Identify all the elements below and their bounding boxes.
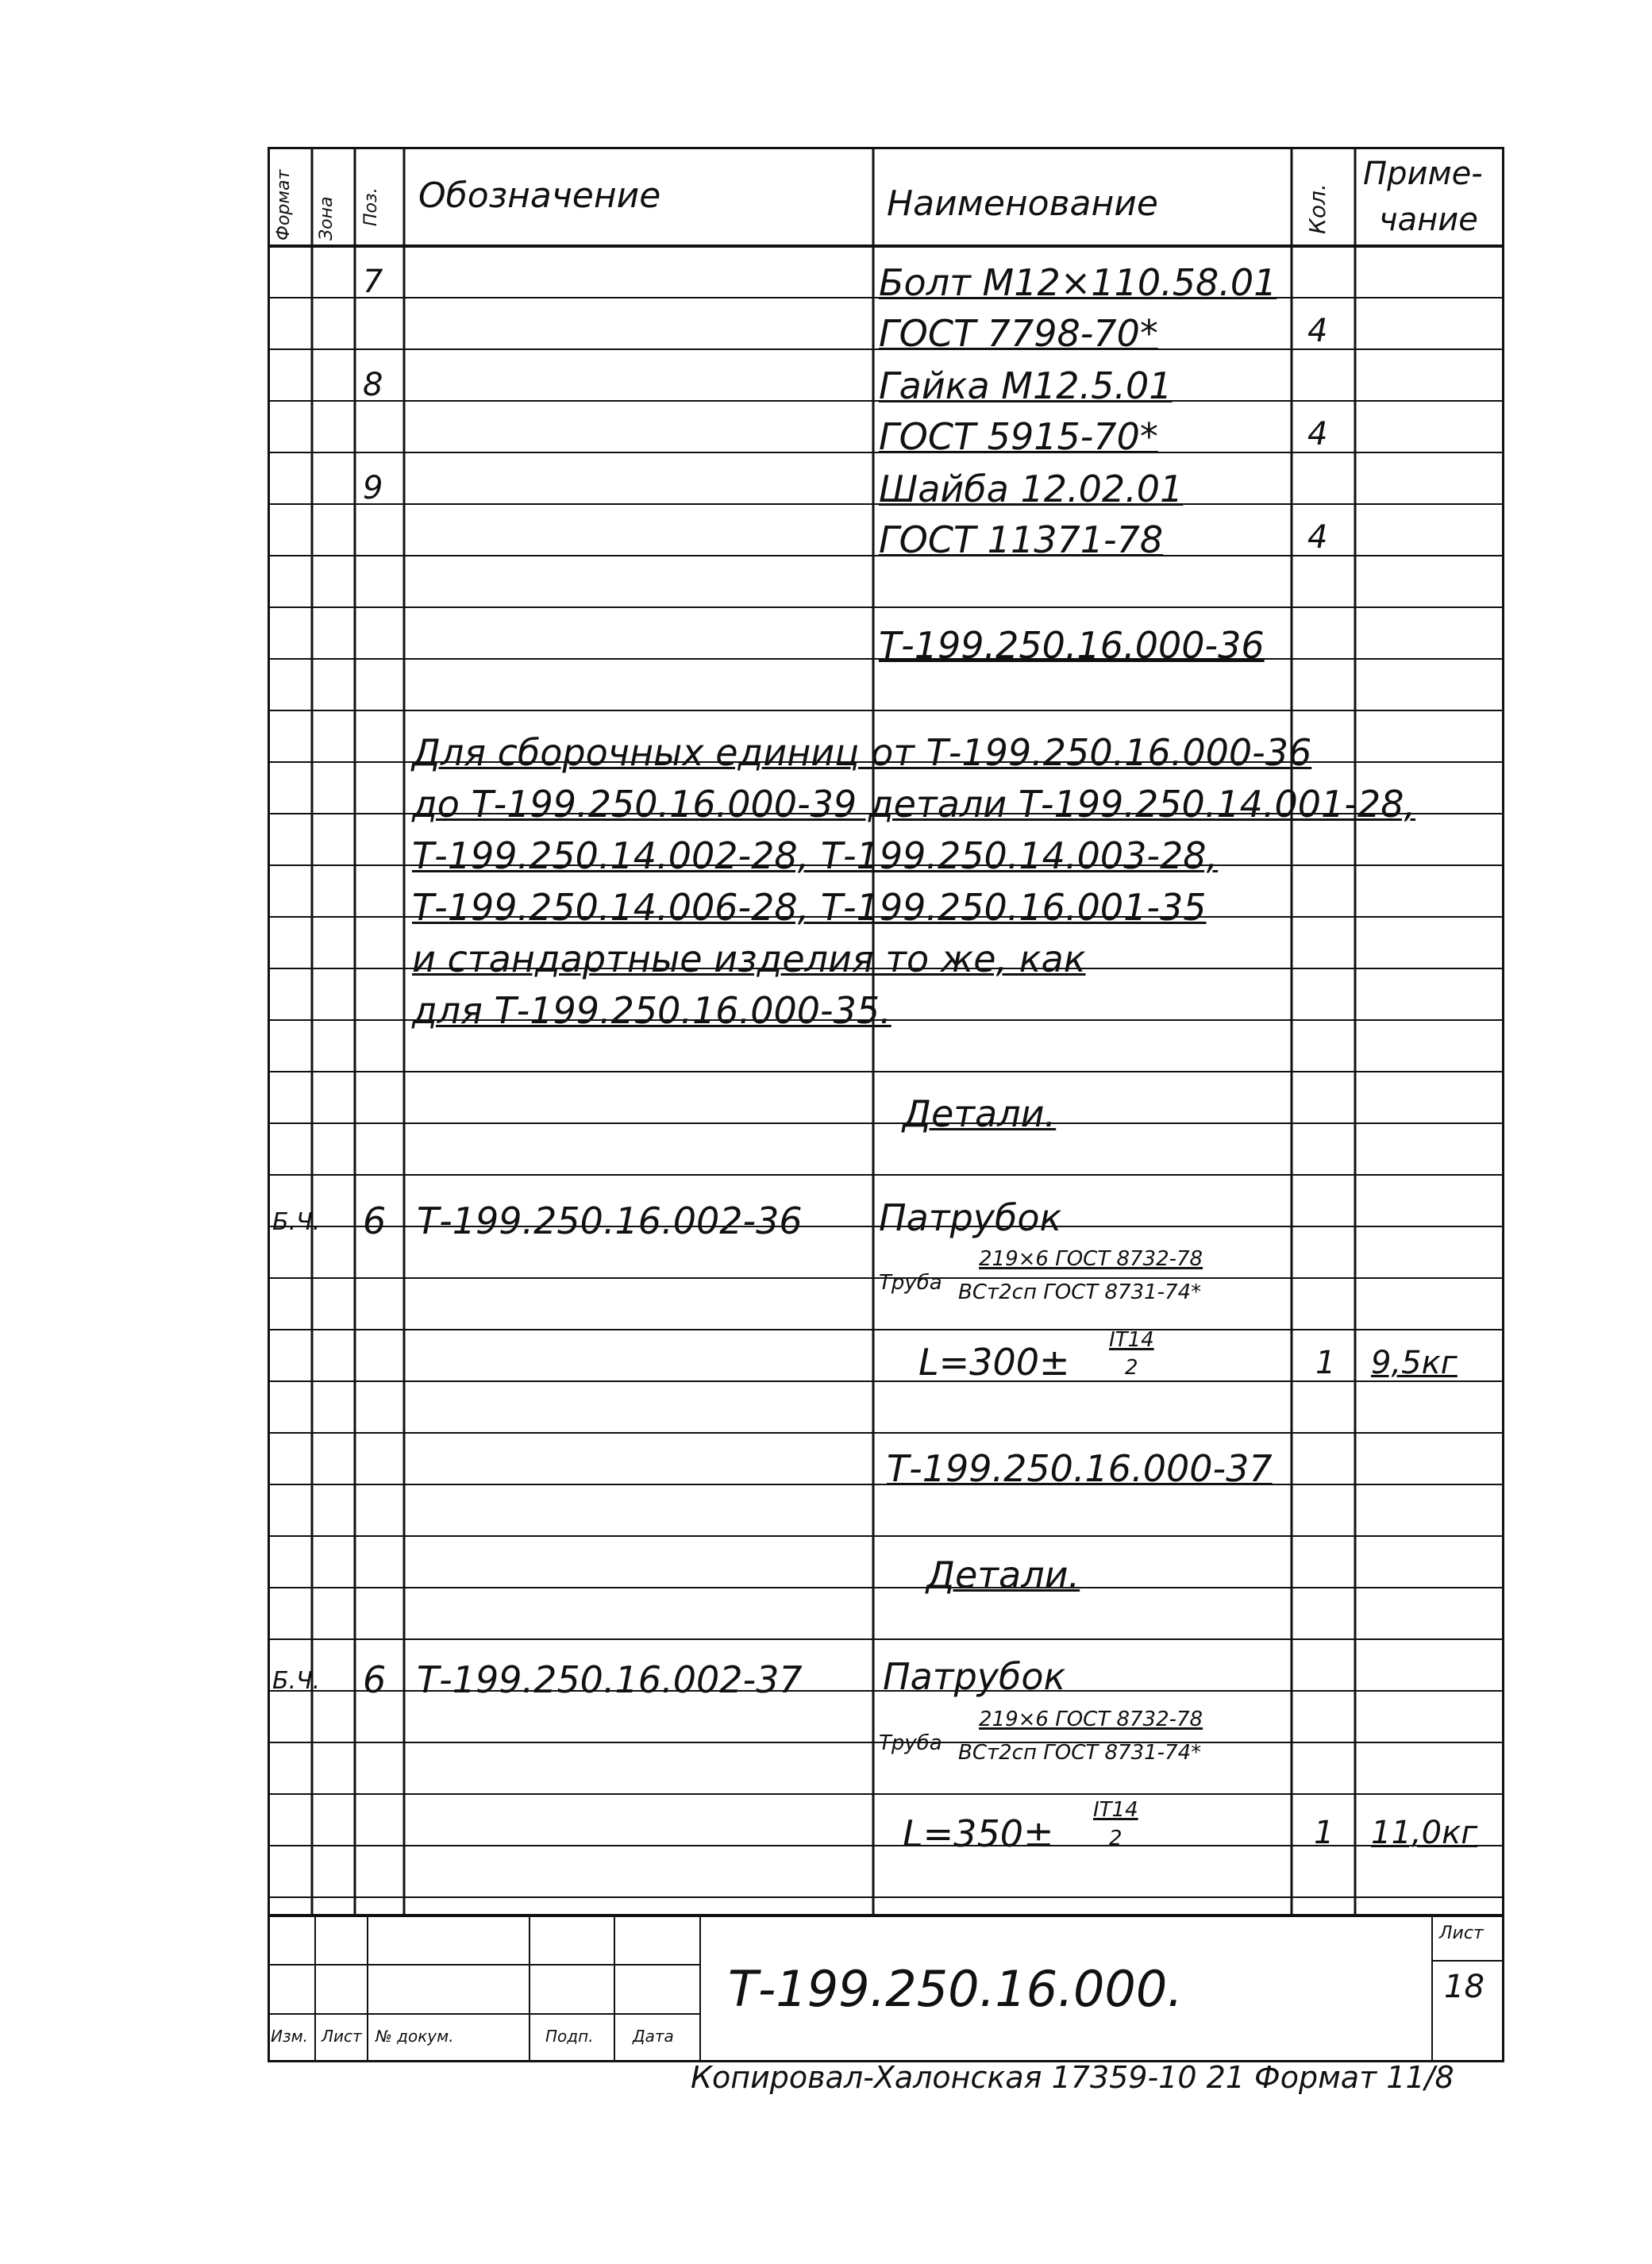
item-nut: Гайка М12.5.01 bbox=[879, 364, 1173, 407]
mass-part1: 9,5кг bbox=[1371, 1345, 1458, 1381]
pos-8: 8 bbox=[363, 367, 383, 403]
note-line-6: для Т-199.250.16.000-35. bbox=[412, 989, 891, 1032]
part2-designation: Т-199.250.16.002-37 bbox=[417, 1658, 803, 1701]
header-format: Формат bbox=[274, 169, 294, 241]
length-1-tol-bottom: 2 bbox=[1125, 1356, 1138, 1380]
item-bolt: Болт М12×110.58.01 bbox=[879, 261, 1277, 304]
section-parts-1: Детали. bbox=[903, 1092, 1057, 1135]
mass-part2: 11,0кг bbox=[1371, 1815, 1478, 1851]
assembly-36: Т-199.250.16.000-36 bbox=[879, 624, 1265, 667]
part1-name: Патрубок bbox=[879, 1196, 1062, 1239]
item-washer-gost: ГОСТ 11371-78 bbox=[879, 518, 1164, 561]
pipe1-spec-top: 219×6 ГОСТ 8732-78 bbox=[979, 1247, 1203, 1271]
pipe2-label: Труба bbox=[879, 1731, 942, 1755]
item-washer: Шайба 12.02.01 bbox=[879, 468, 1184, 510]
pos-7: 7 bbox=[363, 264, 383, 300]
note-line-2: до Т-199.250.16.000-39 детали Т-199.250.14.001-28, bbox=[412, 783, 1416, 826]
tb-col-izm: Изм. bbox=[271, 2027, 309, 2046]
sheet-label: Лист bbox=[1439, 1923, 1484, 1943]
pipe2-spec-top: 219×6 ГОСТ 8732-78 bbox=[979, 1708, 1203, 1731]
qty-bolt: 4 bbox=[1307, 313, 1328, 349]
spec-sheet bbox=[268, 147, 1504, 2062]
qty-washer: 4 bbox=[1307, 519, 1328, 556]
length-2-tol-top: IT14 bbox=[1093, 1798, 1138, 1822]
header-note-2: чание bbox=[1379, 202, 1478, 238]
tb-col-sign: Подп. bbox=[545, 2027, 594, 2046]
sheet-number: 18 bbox=[1444, 1969, 1484, 2005]
header-name: Наименование bbox=[887, 183, 1158, 224]
tb-col-list: Лист bbox=[322, 2027, 362, 2046]
note-line-1: Для сборочных единиц от Т-199.250.16.000-36 bbox=[412, 731, 1312, 774]
header-pos: Поз. bbox=[361, 187, 381, 226]
length-2-tol-bottom: 2 bbox=[1109, 1827, 1123, 1850]
assembly-37: Т-199.250.16.000-37 bbox=[887, 1447, 1273, 1490]
item-bolt-gost: ГОСТ 7798-70* bbox=[879, 312, 1158, 355]
part2-format: Б.Ч. bbox=[272, 1667, 321, 1695]
pipe2-spec-bottom: ВСт2сп ГОСТ 8731-74* bbox=[958, 1741, 1202, 1765]
copy-footer: Копировал-Халонская 17359-10 21 Формат 11/8 bbox=[691, 2060, 1454, 2095]
part1-format: Б.Ч. bbox=[272, 1208, 321, 1236]
note-line-4: Т-199.250.14.006-28, Т-199.250.16.001-35 bbox=[412, 886, 1207, 929]
part2-name: Патрубок bbox=[883, 1655, 1066, 1698]
part2-pos: 6 bbox=[363, 1658, 387, 1701]
item-nut-gost: ГОСТ 5915-70* bbox=[879, 415, 1158, 458]
note-line-5: и стандартные изделия то же, как bbox=[412, 938, 1086, 980]
pos-9: 9 bbox=[363, 470, 383, 506]
pipe1-spec-bottom: ВСт2сп ГОСТ 8731-74* bbox=[958, 1280, 1202, 1304]
section-parts-2: Детали. bbox=[926, 1554, 1080, 1596]
length-1-tol-top: IT14 bbox=[1109, 1328, 1154, 1352]
note-line-3: Т-199.250.14.002-28, Т-199.250.14.003-28, bbox=[412, 834, 1219, 877]
qty-part1: 1 bbox=[1315, 1345, 1336, 1381]
header-note-1: Приме- bbox=[1363, 156, 1483, 192]
header-designation: Обозначение bbox=[418, 175, 661, 216]
part1-pos: 6 bbox=[363, 1199, 387, 1242]
doc-number: Т-199.250.16.000. bbox=[728, 1960, 1183, 2018]
length-1: L=300± bbox=[918, 1341, 1070, 1384]
tb-col-date: Дата bbox=[633, 2027, 674, 2046]
qty-nut: 4 bbox=[1307, 416, 1328, 452]
qty-part2: 1 bbox=[1314, 1815, 1334, 1851]
length-2: L=350± bbox=[903, 1812, 1054, 1855]
header-qty: Кол. bbox=[1304, 183, 1330, 234]
pipe1-label: Труба bbox=[879, 1271, 942, 1295]
header-zone: Зона bbox=[317, 196, 337, 241]
part1-designation: Т-199.250.16.002-36 bbox=[417, 1199, 803, 1242]
tb-col-doc: № докум. bbox=[375, 2027, 454, 2046]
